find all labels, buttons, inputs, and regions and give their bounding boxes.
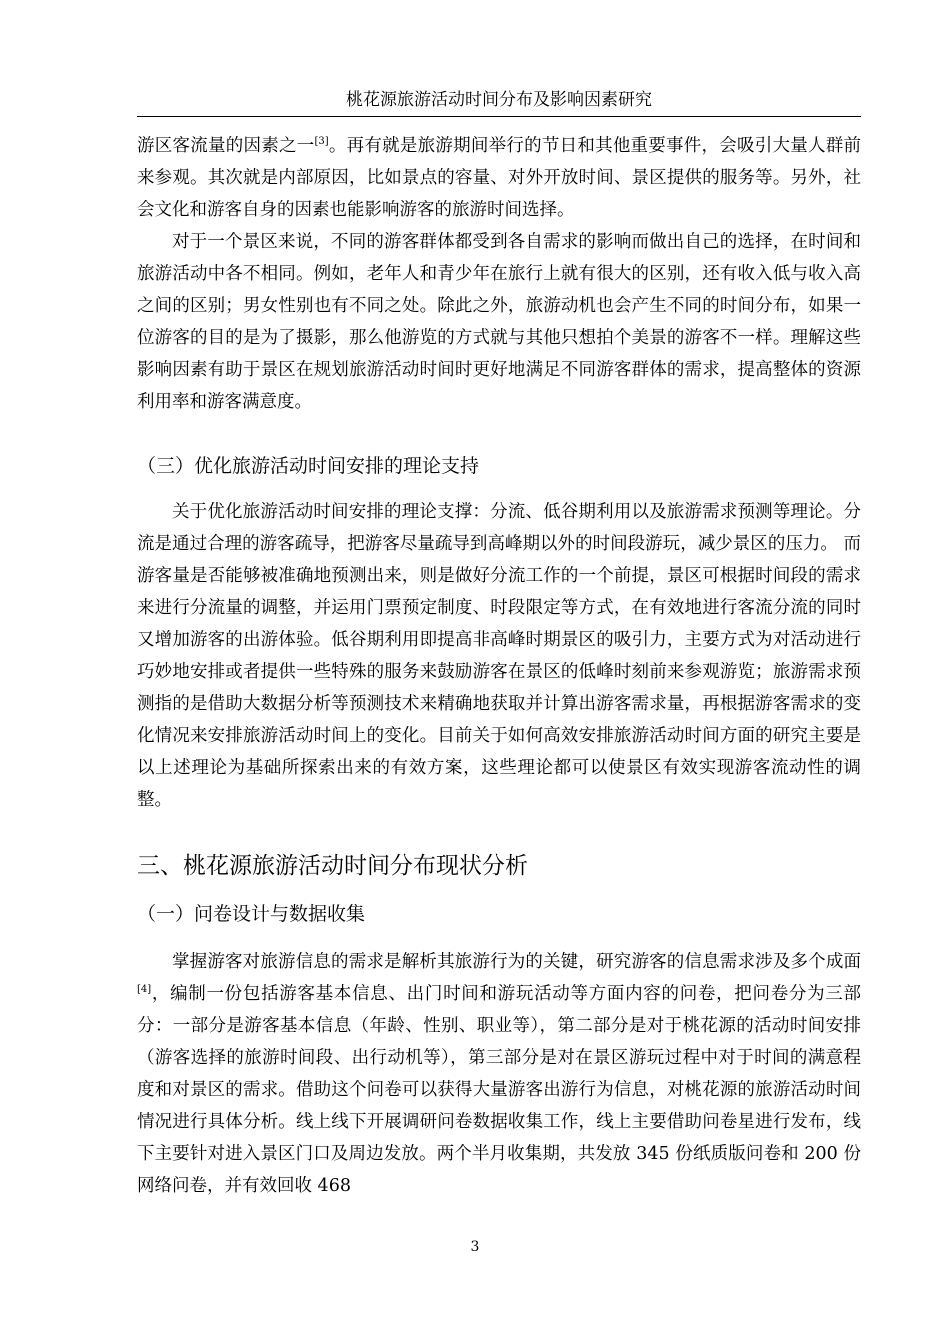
paragraph-text: ，编制一份包括游客基本信息、出门时间和游玩活动等方面内容的问卷，把问卷分为三部分：一部分是游客基本信息（年龄、性别、职业等），第二部分是对于桃花源的活动时间安排（游客选择的旅游时间段、出行动机等），第三部分是对在景区游玩过程中对于时间的满意程度和对景区的需求。借助这个问卷可以获得大量游客出游行为信息，对桃花源的旅游活动时间情况进行具体分析。线上线下开展调研问卷数据收集工作，线上主要借助问卷星进行发布，线下主要针对进入景区门口及周边发放。两个半月收集期，共发放 345 份纸质版问卷和 200 份网络问卷，并有效回收 468 — [137, 984, 861, 1196]
chapter-heading: 三、桃花源旅游活动时间分布现状分析 — [137, 853, 528, 879]
paragraph-theory-support: 关于优化旅游活动时间安排的理论支撑：分流、低谷期利用以及旅游需求预测等理论。分流是通过合理的游客疏导，把游客尽量疏导到高峰期以外的时间段游玩，减少景区的压力。 而游客量是否能够被准确地预测出来，则是做好分流工作的一个前提，景区可根据时间段的需求来进行分流量的调整，并运用门票预定制度、时段限定等方式，在有效地进行客流分流的同时又增加游客的出游体验。低谷期利用即提高非高峰时期景区的吸引力，主要方式为对活动进行巧妙地安排或者提供一些特殊的服务来鼓励游客在景区的低峰时刻前来参观游览；旅游需求预测指的是借助大数据分析等预测技术来精确地获取并计算出游客需求量，再根据游客需求的变化情况来安排旅游活动时间上的变化。目前关于如何高效安排旅游活动时间方面的研究主要是以上述理论为基础所探索出来的有效方案，这些理论都可以使景区有效实现游客流动性的调整。 — [137, 502, 861, 810]
paragraph-text: 掌握游客对旅游信息的需求是解析其旅游行为的关键，研究游客的信息需求涉及多个成面 — [172, 952, 861, 972]
running-header: 桃花源旅游活动时间分布及影响因素研究 — [137, 88, 861, 117]
citation-marker: [4] — [137, 984, 152, 996]
section-heading: （一）问卷设计与数据收集 — [137, 903, 366, 925]
body-text-block-1 — [137, 130, 861, 418]
body-text-block-3 — [137, 946, 861, 1202]
body-text-block-2 — [137, 496, 861, 816]
citation-marker: [3] — [314, 136, 329, 148]
paragraph-text: 。再有就是旅游期间举行的节日和其他重要事件，会吸引大量人群前来参观。其次就是内部原因，比如景点的容量、对外开放时间、景区提供的服务等。另外，社会文化和游客自身的因素也能影响游客的旅游时间选择。 — [137, 136, 862, 220]
section-heading: （三）优化旅游活动时间安排的理论支持 — [137, 455, 480, 477]
paragraph-text: 游区客流量的因素之一 — [137, 136, 315, 156]
page-number: 3 — [470, 1239, 480, 1255]
paragraph-visitor-groups: 对于一个景区来说，不同的游客群体都受到各自需求的影响而做出自己的选择，在时间和旅游活动中各不相同。例如，老年人和青少年在旅行上就有很大的区别，还有收入低与收入高之间的区别；男女性别也有不同之处。除此之外，旅游动机也会产生不同的时间分布，如果一位游客的目的是为了摄影，那么他游览的方式就与其他只想拍个美景的游客不一样。理解这些影响因素有助于景区在规划旅游活动时间时更好地满足不同游客群体的需求，提高整体的资源利用率和游客满意度。 — [137, 232, 861, 412]
paragraph-continuation — [137, 130, 861, 226]
paragraph-questionnaire — [137, 946, 861, 1202]
